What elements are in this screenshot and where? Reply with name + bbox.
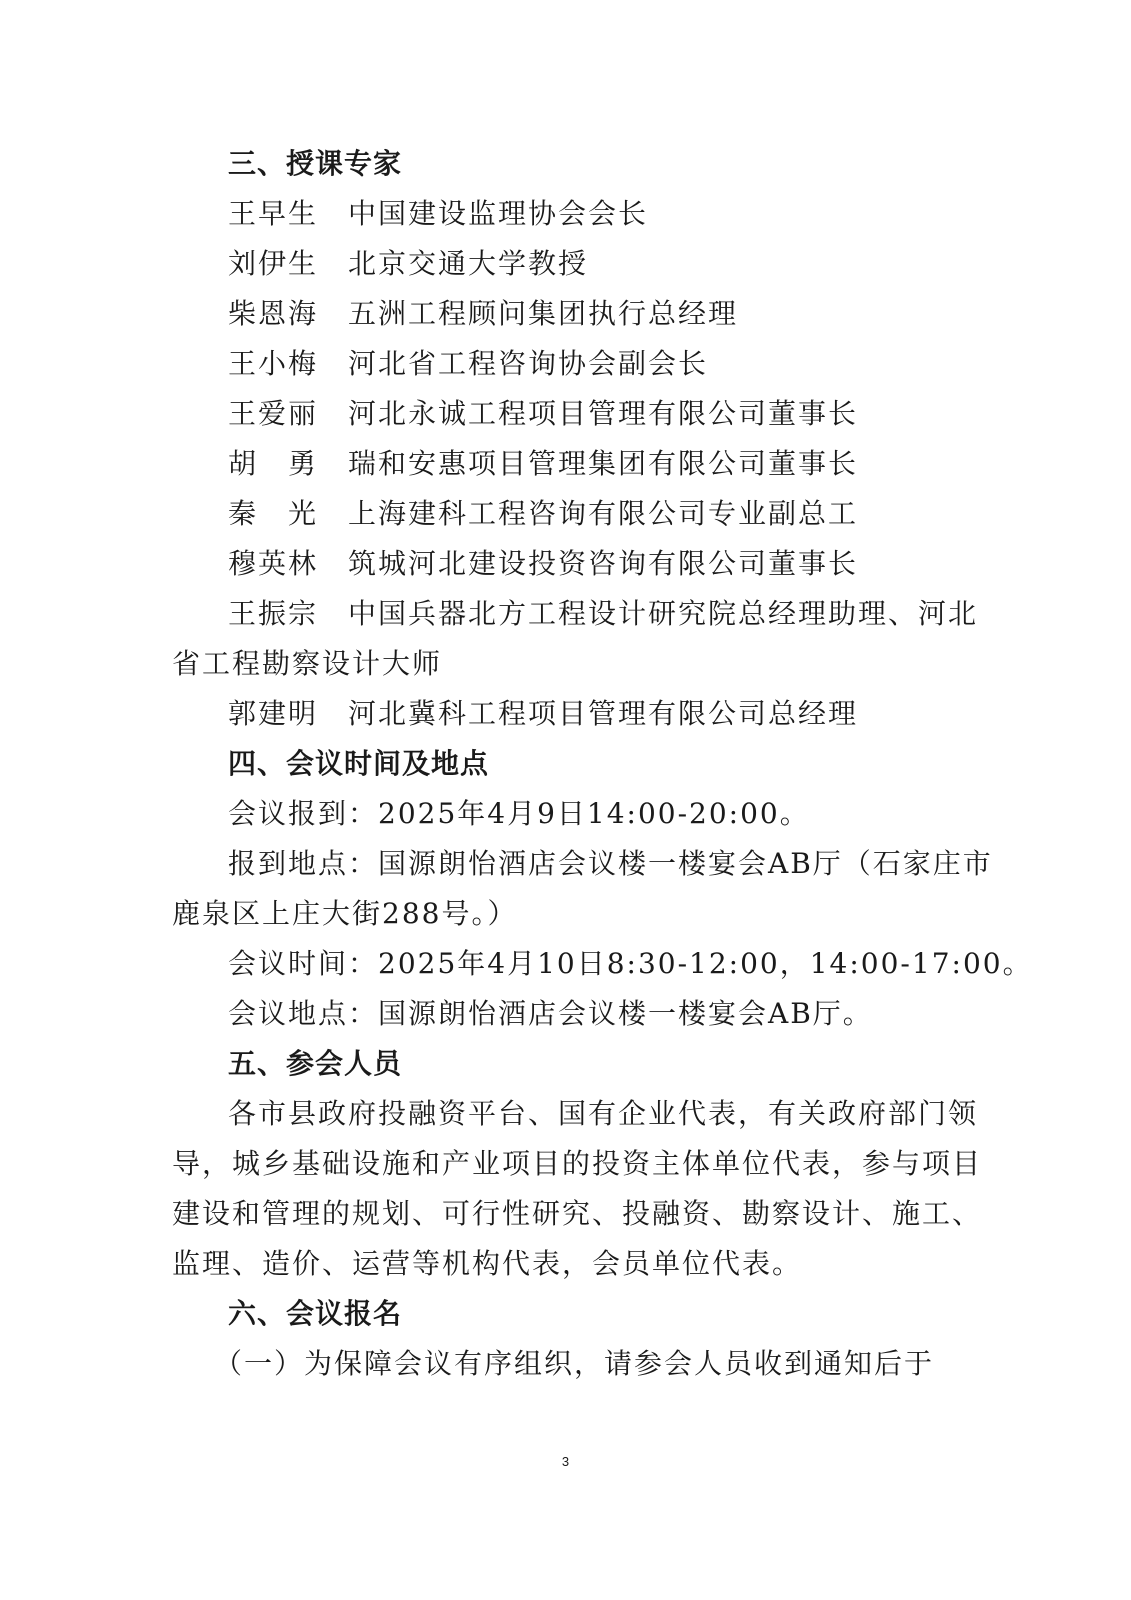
meeting-place: 会议地点：国源朗怡酒店会议楼一楼宴会AB厅。 [228,997,873,1030]
expert-name: 郭建明 [228,697,319,730]
expert-name: 刘伊生 [228,247,319,280]
expert-title: 中国建设监理协会会长 [348,197,649,230]
attendees-paragraph-line: 各市县政府投融资平台、国有企业代表，有关政府部门领 [228,1097,979,1130]
expert-name: 秦 光 [228,497,319,530]
expert-title: 河北省工程咨询协会副会长 [348,347,709,380]
meeting-report-time: 会议报到：2025年4月9日14:00-20:00。 [228,797,810,830]
expert-title: 上海建科工程咨询有限公司专业副总工 [348,497,859,530]
expert-title: 北京交通大学教授 [348,247,589,280]
expert-title: 瑞和安惠项目管理集团有限公司董事长 [348,447,859,480]
section-5-heading: 五、参会人员 [228,1047,403,1080]
expert-row [228,344,1028,384]
attendees-paragraph-line: 建设和管理的规划、可行性研究、投融资、勘察设计、施工、 [172,1197,983,1230]
expert-row [228,494,1028,534]
expert-title: 河北冀科工程项目管理有限公司总经理 [348,697,859,730]
expert-name: 胡 勇 [228,447,319,480]
meeting-report-place: 报到地点：国源朗怡酒店会议楼一楼宴会AB厅（石家庄市 [228,847,993,880]
attendees-paragraph-line: 监理、造价、运营等机构代表，会员单位代表。 [172,1247,803,1280]
expert-name: 柴恩海 [228,297,319,330]
expert-row [228,194,1028,234]
expert-title-continued: 省工程勘察设计大师 [172,647,443,680]
expert-row [228,444,1028,484]
expert-row [228,244,1028,284]
expert-title: 中国兵器北方工程设计研究院总经理助理、河北 [348,597,979,630]
expert-name: 王爱丽 [228,397,319,430]
attendees-paragraph-line: 导，城乡基础设施和产业项目的投资主体单位代表，参与项目 [172,1147,983,1180]
meeting-time: 会议时间：2025年4月10日8:30-12:00，14:00-17:00。 [228,947,1033,980]
section-4-heading: 四、会议时间及地点 [228,747,490,780]
meeting-report-place-continued: 鹿泉区上庄大街288号。） [172,897,518,930]
expert-name: 王早生 [228,197,319,230]
expert-name: 王振宗 [228,597,319,630]
expert-row [228,294,1028,334]
expert-row [228,394,1028,434]
page-number: 3 [561,1454,570,1469]
expert-row [228,594,1028,634]
section-6-heading: 六、会议报名 [228,1297,403,1330]
expert-title: 筑城河北建设投资咨询有限公司董事长 [348,547,859,580]
expert-name: 王小梅 [228,347,319,380]
expert-name: 穆英林 [228,547,319,580]
section-3-heading: 三、授课专家 [228,147,403,180]
expert-row [228,544,1028,584]
expert-title: 河北永诚工程项目管理有限公司董事长 [348,397,859,430]
registration-paragraph-line: （一）为保障会议有序组织，请参会人员收到通知后于 [214,1347,935,1380]
expert-title: 五洲工程顾问集团执行总经理 [348,297,739,330]
expert-row [228,694,1028,734]
